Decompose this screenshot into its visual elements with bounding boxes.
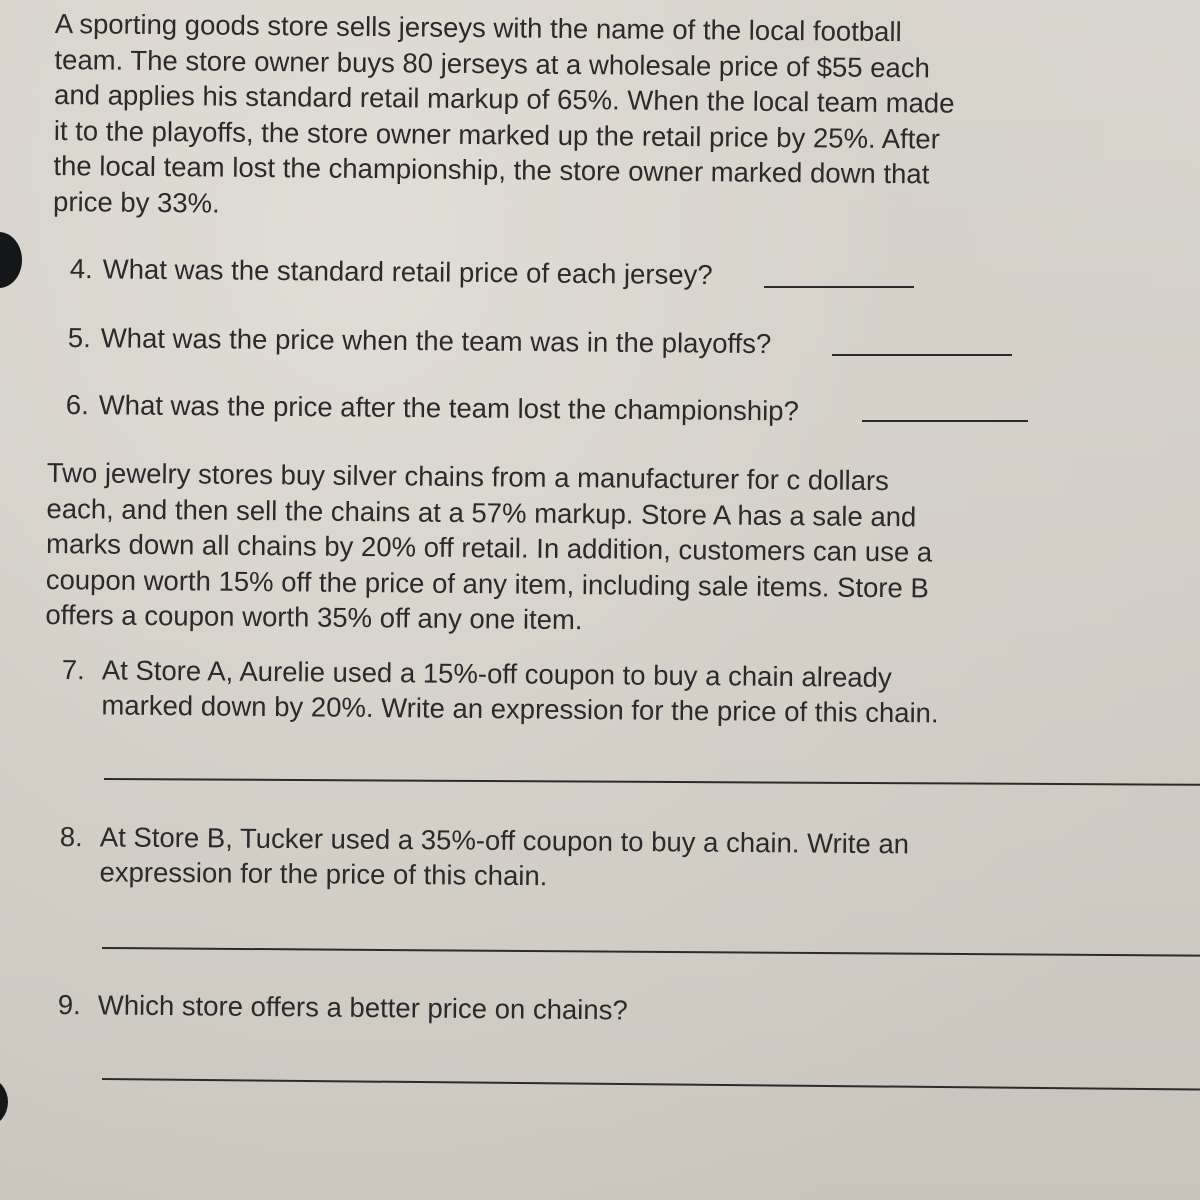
binder-hole-top (0, 232, 22, 288)
paragraph-line: it to the playoffs, the store owner marked up the retail price by 25%. After (53, 114, 940, 154)
paragraph-line: price by 33%. (52, 185, 220, 219)
question-text-line: Which store offers a better price on chains? (97, 989, 628, 1026)
question-7 (61, 652, 939, 730)
answer-line-4[interactable] (764, 286, 914, 288)
question-text: What was the price when the team was in the playoffs? (100, 322, 772, 360)
binder-hole-bottom (0, 1078, 8, 1126)
paragraph-line: marks down all chains by 20% off retail. In addition, customers can use a (46, 527, 933, 568)
question-text: What was the standard retail price of each jersey? (102, 253, 713, 291)
answer-line-9[interactable] (102, 1078, 1200, 1091)
paragraph-line: Two jewelry stores buy silver chains from a manufacturer for c dollars (46, 456, 890, 497)
question-text: What was the price after the team lost the championship? (98, 389, 799, 427)
question-number: 4. (69, 252, 93, 285)
question-number: 5. (67, 321, 91, 354)
answer-line-5[interactable] (832, 354, 1012, 356)
question-text-line: At Store A, Aurelie used a 15%-off coupon to buy a chain already (101, 654, 892, 693)
question-6 (66, 388, 799, 428)
question-text-line: At Store B, Tucker used a 35%-off coupon to buy a chain. Write an (99, 821, 910, 860)
question-number: 9. (57, 988, 81, 1021)
question-number: 6. (65, 388, 89, 421)
paragraph-line: the local team lost the championship, the store owner marked down that (53, 149, 930, 190)
paragraph-line: coupon worth 15% off the price of any item, including sale items. Store B (45, 563, 929, 603)
question-5 (68, 321, 772, 361)
intro-paragraph (53, 6, 955, 228)
paragraph-line: team. The store owner buys 80 jerseys at a wholesale price of $55 each (54, 43, 931, 83)
question-8 (59, 819, 909, 896)
question-number: 8. (59, 820, 83, 853)
paragraph-line: and applies his standard retail markup of 65%. When the local team made (54, 78, 955, 119)
answer-line-8[interactable] (102, 947, 1200, 957)
paragraph-line: A sporting goods store sells jerseys with the name of the local football (54, 7, 902, 48)
question-text-line: expression for the price of this chain. (99, 856, 548, 892)
answer-line-6[interactable] (862, 420, 1028, 422)
answer-line-7[interactable] (104, 778, 1200, 786)
question-4 (70, 252, 713, 292)
jewelry-paragraph (45, 455, 933, 641)
paragraph-line: each, and then sell the chains at a 57% markup. Store A has a sale and (46, 492, 917, 532)
question-number: 7. (61, 653, 85, 686)
paragraph-line: offers a coupon worth 35% off any one item. (45, 598, 583, 636)
question-9 (58, 987, 628, 1027)
question-text-line: marked down by 20%. Write an expression for the price of this chain. (101, 689, 939, 729)
